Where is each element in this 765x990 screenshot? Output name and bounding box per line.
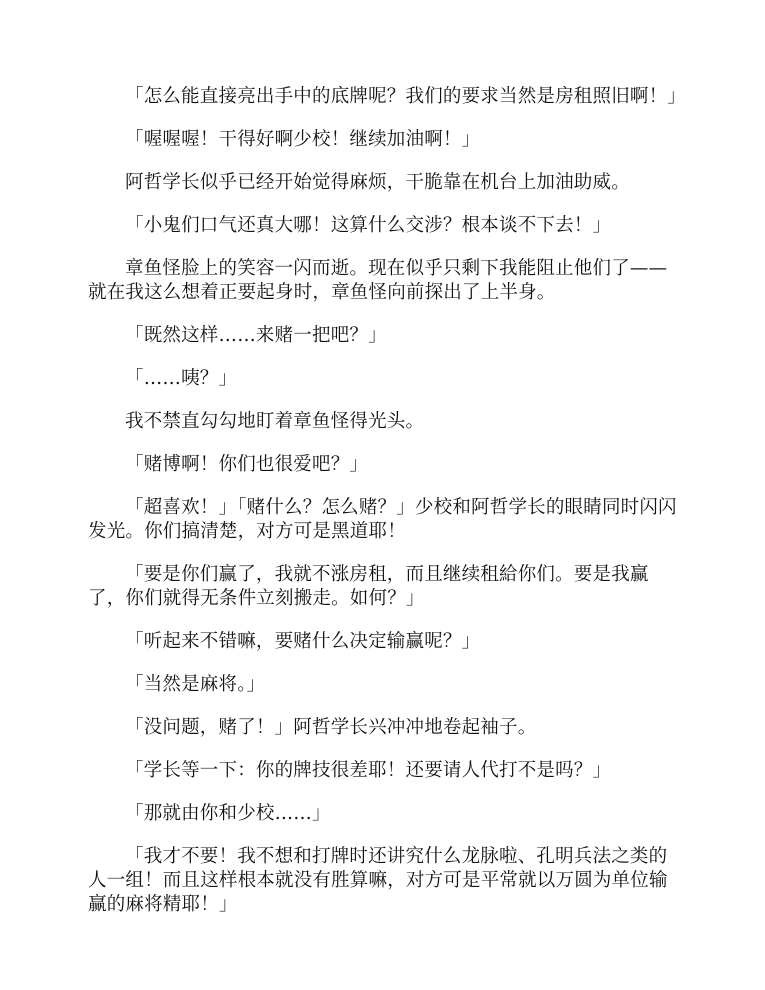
paragraph: 「超喜欢！」「赌什么？怎么赌？」少校和阿哲学长的眼睛同时闪闪发光。你们搞清楚，对方可是黑道耶！ [88, 497, 677, 542]
paragraph: 「没问题，赌了！」阿哲学长兴冲冲地卷起袖子。 [125, 717, 537, 738]
paragraph: 阿哲学长似乎已经开始觉得麻烦，干脆靠在机台上加油助威。 [125, 172, 630, 193]
paragraph: 「小鬼们口气还真大哪！这算什么交涉？根本谈不下去！」 [125, 215, 612, 236]
paragraph: 章鱼怪脸上的笑容一闪而逝。现在似乎只剩下我能阻止他们了——就在我这么想着正要起身时，章鱼怪向前探出了上半身。 [88, 258, 668, 303]
paragraph: 「学长等一下：你的牌技很差耶！还要请人代打不是吗？」 [125, 760, 612, 781]
paragraph: 「怎么能直接亮出手中的底牌呢？我们的要求当然是房租照旧啊！」 [125, 86, 687, 107]
paragraph: 我不禁直勾勾地盯着章鱼怪得光头。 [125, 411, 425, 432]
paragraph: 「听起来不错嘛，要赌什么决定输赢呢？」 [125, 631, 481, 652]
paragraph: 「那就由你和少校……」 [125, 803, 331, 824]
document-page [88, 85, 687, 936]
paragraph: 「……咦？」 [125, 368, 238, 389]
paragraph: 「喔喔喔！干得好啊少校！继续加油啊！」 [125, 129, 481, 150]
paragraph: 「当然是麻将。」 [125, 674, 266, 695]
paragraph: 「要是你们赢了，我就不涨房租，而且继续租給你们。要是我赢了，你们就得无条件立刻搬走。如何？」 [88, 564, 649, 609]
paragraph: 「赌博啊！你们也很爱吧？」 [125, 454, 369, 475]
paragraph: 「我才不要！我不想和打牌时还讲究什么龙脉啦、孔明兵法之类的人一组！而且这样根本就没有胜算嘛，对方可是平常就以万圆为单位输赢的麻将精耶！」 [88, 846, 668, 915]
paragraph: 「既然这样……来赌一把吧？」 [125, 325, 387, 346]
